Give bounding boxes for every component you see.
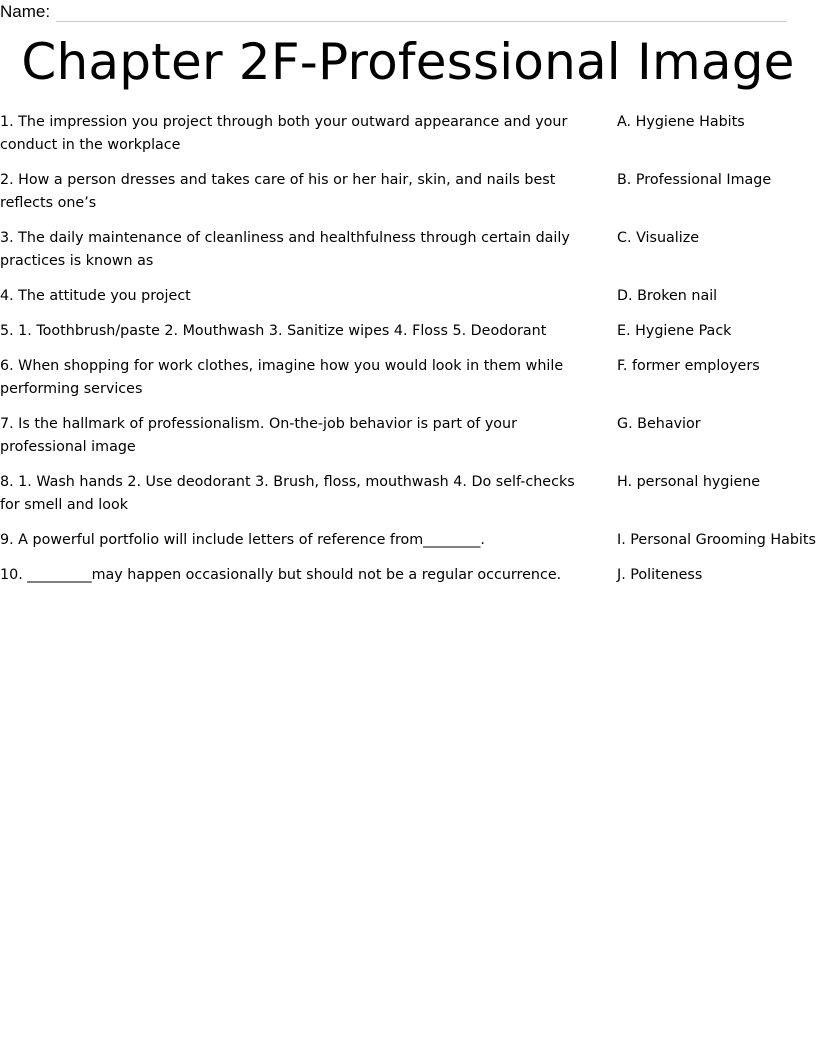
- matching-list: [0, 111, 816, 599]
- matching-row-3: [0, 227, 816, 273]
- answer-f: F. former employers: [617, 358, 760, 374]
- answer-e: E. Hygiene Pack: [617, 323, 732, 339]
- question-9: 9. A powerful portfolio will include letters of reference from________.: [0, 532, 485, 548]
- answer-a: A. Hygiene Habits: [617, 114, 745, 130]
- worksheet-title: Chapter 2F-Professional Image: [21, 33, 795, 91]
- question-6: 6. When shopping for work clothes, imagine how you would look in them while performing services: [0, 358, 564, 397]
- matching-row-6: [0, 355, 816, 401]
- answer-d: D. Broken nail: [617, 288, 718, 304]
- answer-h: H. personal hygiene: [617, 474, 761, 490]
- question-8: 8. 1. Wash hands 2. Use deodorant 3. Brush, floss, mouthwash 4. Do self-checks for smell and look: [0, 474, 575, 513]
- matching-row-5: [0, 320, 816, 343]
- matching-row-8: [0, 471, 816, 517]
- question-7: 7. Is the hallmark of professionalism. On-the-job behavior is part of your professional image: [0, 416, 517, 455]
- question-1: 1. The impression you project through both your outward appearance and your conduct in the workplace: [0, 114, 568, 153]
- matching-row-1: [0, 111, 816, 157]
- answer-j: J. Politeness: [617, 567, 703, 583]
- question-4: 4. The attitude you project: [0, 288, 191, 304]
- answer-i: I. Personal Grooming Habits: [617, 532, 816, 548]
- answer-b: B. Professional Image: [617, 172, 772, 188]
- name-label: Name:: [0, 2, 51, 21]
- matching-row-9: [0, 529, 816, 552]
- matching-row-7: [0, 413, 816, 459]
- matching-row-2: [0, 169, 816, 215]
- matching-row-4: [0, 285, 816, 308]
- question-10: 10. _________may happen occasionally but should not be a regular occurrence.: [0, 567, 562, 583]
- question-5: 5. 1. Toothbrush/paste 2. Mouthwash 3. Sanitize wipes 4. Floss 5. Deodorant: [0, 323, 547, 339]
- answer-c: C. Visualize: [617, 230, 700, 246]
- name-row: [0, 0, 790, 22]
- question-3: 3. The daily maintenance of cleanliness and healthfulness through certain daily practices is known as: [0, 230, 570, 269]
- answer-g: G. Behavior: [617, 416, 701, 432]
- name-blank-line[interactable]: [56, 5, 786, 22]
- question-2: 2. How a person dresses and takes care of his or her hair, skin, and nails best reflects one’s: [0, 172, 556, 211]
- matching-row-10: [0, 564, 816, 587]
